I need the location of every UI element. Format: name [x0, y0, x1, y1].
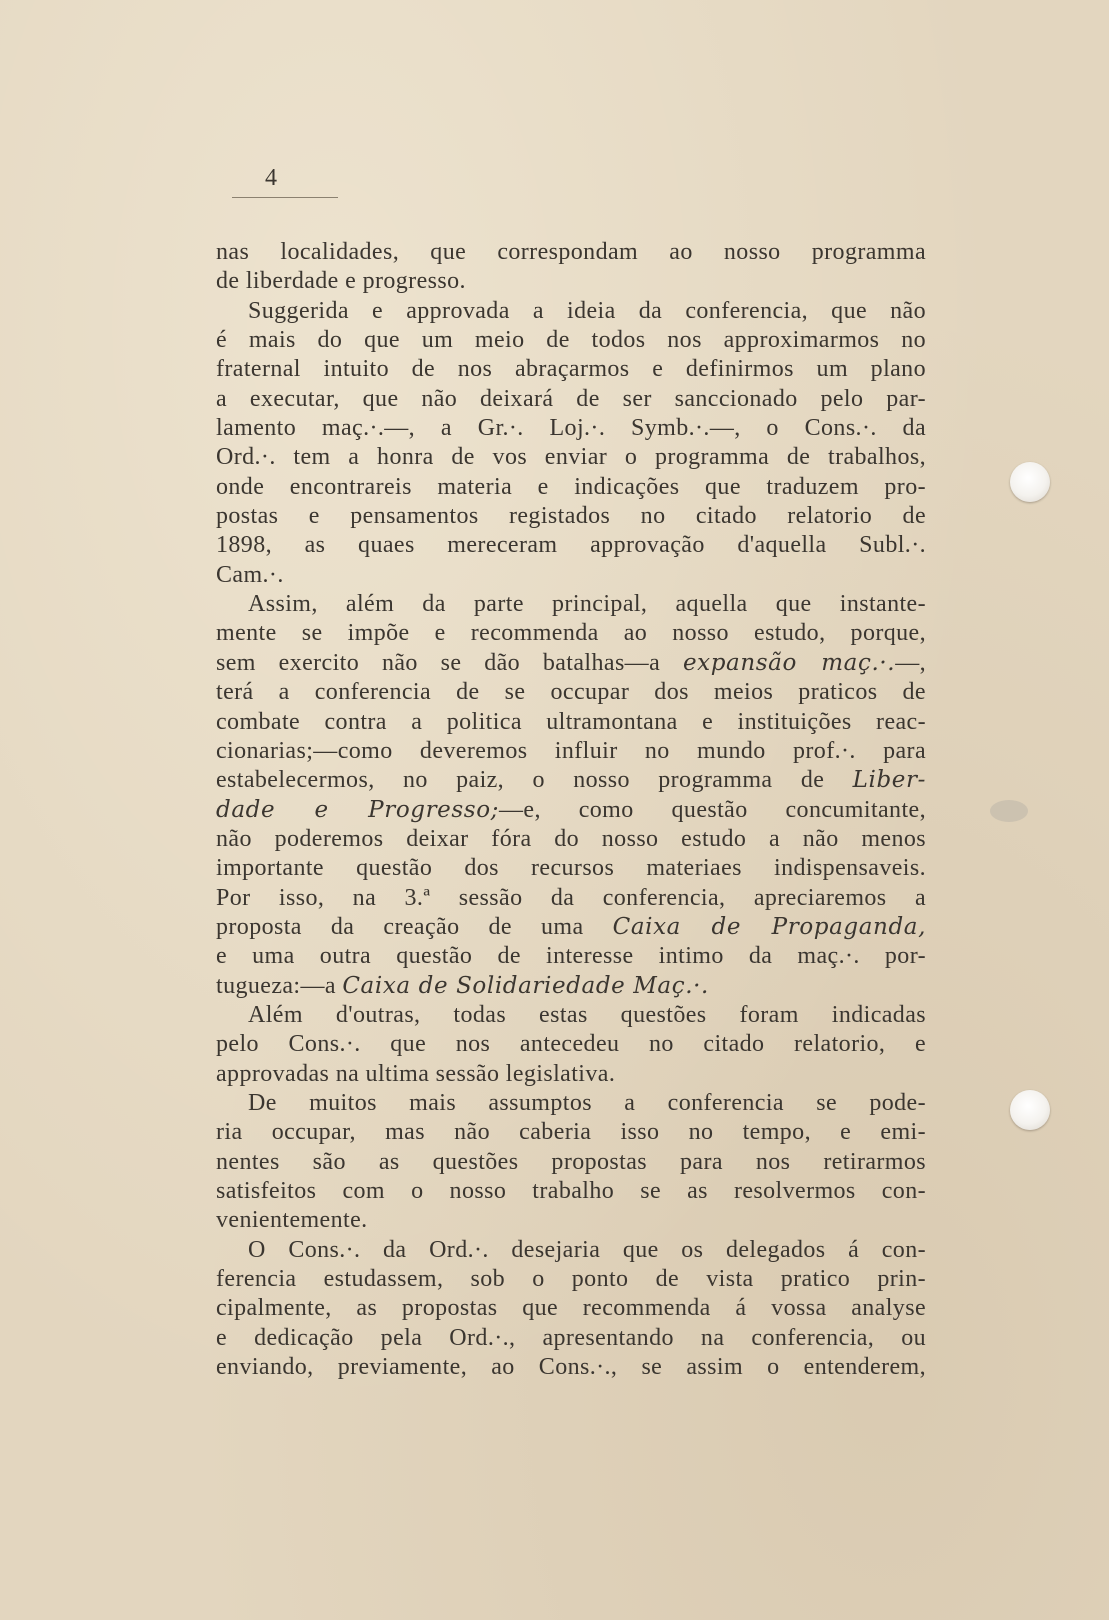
text-line: Suggerida e approvada a ideia da conferencia, que não [248, 297, 926, 324]
text-line: mente se impõe e recommenda ao nosso estudo, porque, [216, 620, 926, 647]
text-line: 1898, as quaes mereceram approvação d'aquella Subl.·. [216, 532, 926, 559]
text-line: sem exercito não se dão batalhas—a expansão maç.·.—, [216, 649, 927, 676]
punch-hole [1010, 1090, 1050, 1130]
text-line: cionarias;—como deveremos influir no mundo prof.·. para [216, 737, 926, 764]
text-line: Além d'outras, todas estas questões foram indicadas [248, 1001, 926, 1028]
text-line: onde encontrareis materia e indicações que traduzem pro- [216, 473, 926, 500]
text-line: combate contra a politica ultramontana e instituições reac- [216, 708, 926, 735]
text-line: proposta da creação de uma Caixa de Propaganda, [216, 913, 926, 940]
text-line: postas e pensamentos registados no citado relatorio de [216, 503, 926, 530]
italic-term: dade e Progresso; [216, 796, 499, 823]
text-line: não poderemos deixar fóra do nosso estudo a não menos [216, 825, 926, 852]
text-line: Ord.·. tem a honra de vos enviar o programma de trabalhos, [216, 444, 926, 471]
page-number-rule [232, 197, 338, 198]
text-line: dade e Progresso;—e, como questão concumitante, [216, 796, 926, 823]
italic-term: Caixa de Propaganda, [612, 913, 926, 940]
text-line: Assim, além da parte principal, aquella que instante- [248, 591, 926, 618]
body-text [216, 238, 926, 1382]
text-line: nas localidades, que correspondam ao nosso programma [216, 239, 926, 265]
text-line: De muitos mais assumptos a conferencia se pode- [248, 1089, 926, 1116]
text-line: ferencia estudassem, sob o ponto de vista pratico prin- [216, 1266, 926, 1293]
punch-hole [1010, 462, 1050, 502]
text-line: é mais do que um meio de todos nos approximarmos no [216, 327, 926, 354]
italic-term: Liber- [852, 767, 926, 794]
text-line: Cam.·. [216, 561, 284, 588]
text-line: approvadas na ultima sessão legislativa. [216, 1060, 616, 1087]
text-line: O Cons.·. da Ord.·. desejaria que os delegados á con- [248, 1236, 926, 1263]
text-line: a executar, que não deixará de ser sanccionado pelo par- [216, 385, 926, 412]
page-number: 4 [265, 165, 277, 191]
text-line: fraternal intuito de nos abraçarmos e definirmos um plano [216, 356, 926, 383]
text-line: ria occupar, mas não caberia isso no tempo, e emi- [216, 1119, 926, 1146]
text-line: venientemente. [216, 1207, 368, 1234]
text-line: tugueza:—a Caixa de Solidariedade Maç.·. [216, 972, 709, 999]
text-line: terá a conferencia de se occupar dos meios praticos de [216, 679, 926, 706]
italic-term: expansão maç.·. [682, 649, 896, 676]
paper-stain [990, 800, 1028, 822]
text-line: cipalmente, as propostas que recommenda á vossa analyse [216, 1295, 926, 1322]
text-line: Por isso, na 3.ª sessão da conferencia, apreciaremos a [216, 884, 926, 911]
italic-term: Caixa de Solidariedade Maç.·. [342, 972, 709, 999]
text-line: satisfeitos com o nosso trabalho se as resolvermos con- [216, 1178, 926, 1204]
text-line: de liberdade e progresso. [216, 268, 466, 295]
text-line: nentes são as questões propostas para nos retirarmos [216, 1148, 926, 1175]
text-line: enviando, previamente, ao Cons.·., se assim o entenderem, [216, 1354, 926, 1381]
text-line: estabelecermos, no paiz, o nosso programma de Liber- [216, 767, 926, 794]
text-line: pelo Cons.·. que nos antecedeu no citado relatorio, e [216, 1031, 926, 1058]
text-line: e dedicação pela Ord.·., apresentando na conferencia, ou [216, 1324, 926, 1351]
text-line: importante questão dos recursos materiaes indispensaveis. [216, 855, 926, 882]
text-line: lamento maç.·.—, a Gr.·. Loj.·. Symb.·.—, o Cons.·. da [216, 415, 926, 442]
text-line: e uma outra questão de interesse intimo da maç.·. por- [216, 943, 926, 970]
